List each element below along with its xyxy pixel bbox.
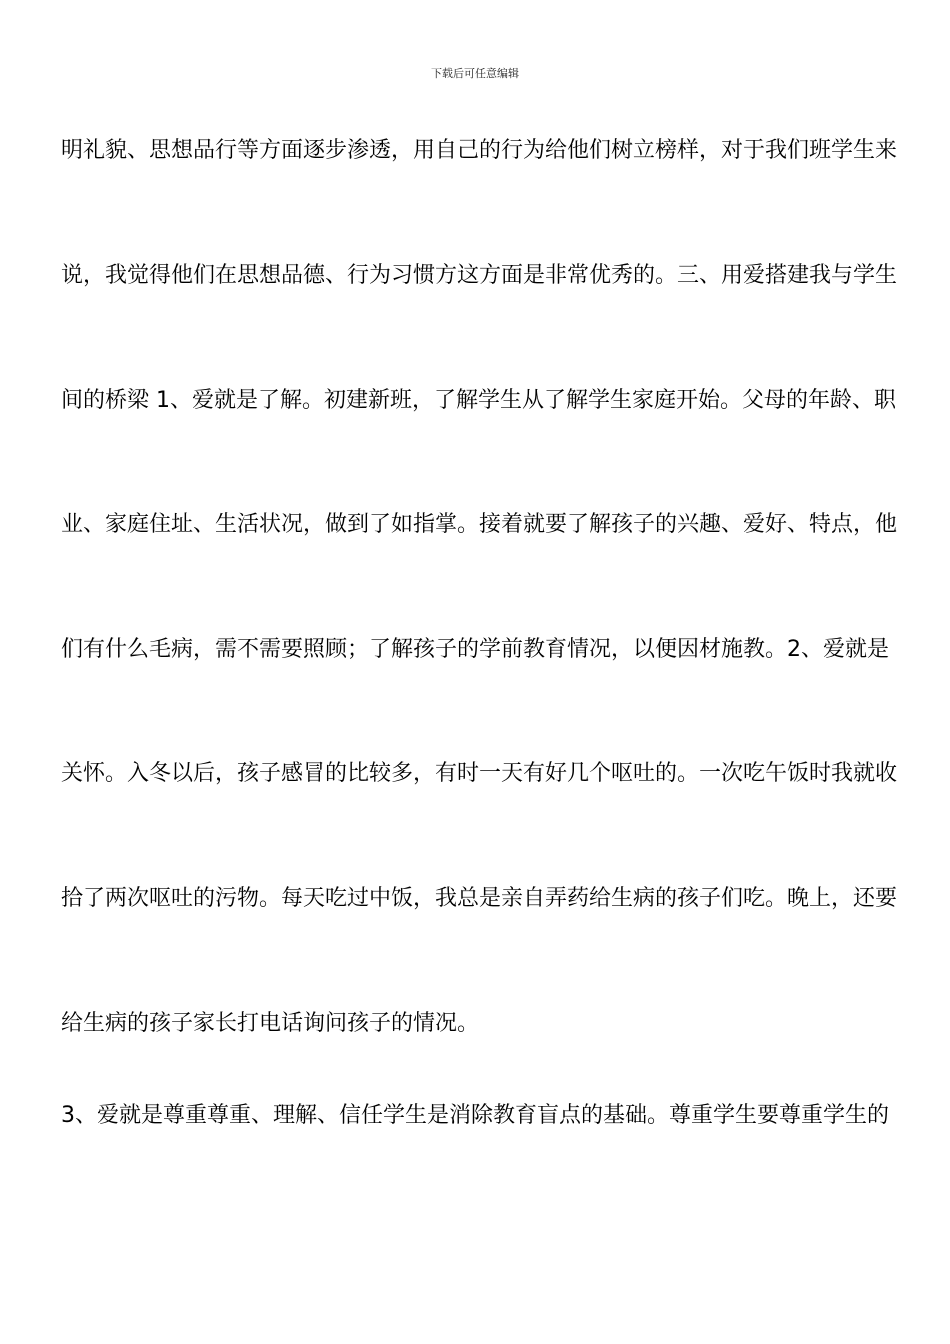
body-line-2: 说，我觉得他们在思想品德、行为习惯方这方面是非常优秀的。三、用爱搭建我与学生 [61, 263, 898, 288]
body-line-8: 给生病的孩子家长打电话询问孩子的情况。 [61, 1011, 480, 1036]
body-line-3: 间的桥梁 1、爱就是了解。初建新班，了解学生从了解学生家庭开始。父母的年龄、职 [61, 388, 896, 413]
body-line-1: 明礼貌、思想品行等方面逐步渗透，用自己的行为给他们树立榜样，对于我们班学生来 [61, 138, 898, 163]
body-line-5: 们有什么毛病，需不需要照顾；了解孩子的学前教育情况，以便因材施教。2、爱就是 [61, 637, 889, 662]
page-header: 下载后可任意编辑 [431, 67, 519, 80]
body-line-6: 关怀。入冬以后，孩子感冒的比较多，有时一天有好几个呕吐的。一次吃午饭时我就收 [61, 761, 898, 786]
body-line-9: 3、爱就是尊重尊重、理解、信任学生是消除教育盲点的基础。尊重学生要尊重学生的 [61, 1103, 889, 1128]
body-line-7: 拾了两次呕吐的污物。每天吃过中饭，我总是亲自弄药给生病的孩子们吃。晚上，还要 [61, 886, 898, 911]
body-line-4: 业、家庭住址、生活状况，做到了如指掌。接着就要了解孩子的兴趣、爱好、特点，他 [61, 512, 898, 537]
